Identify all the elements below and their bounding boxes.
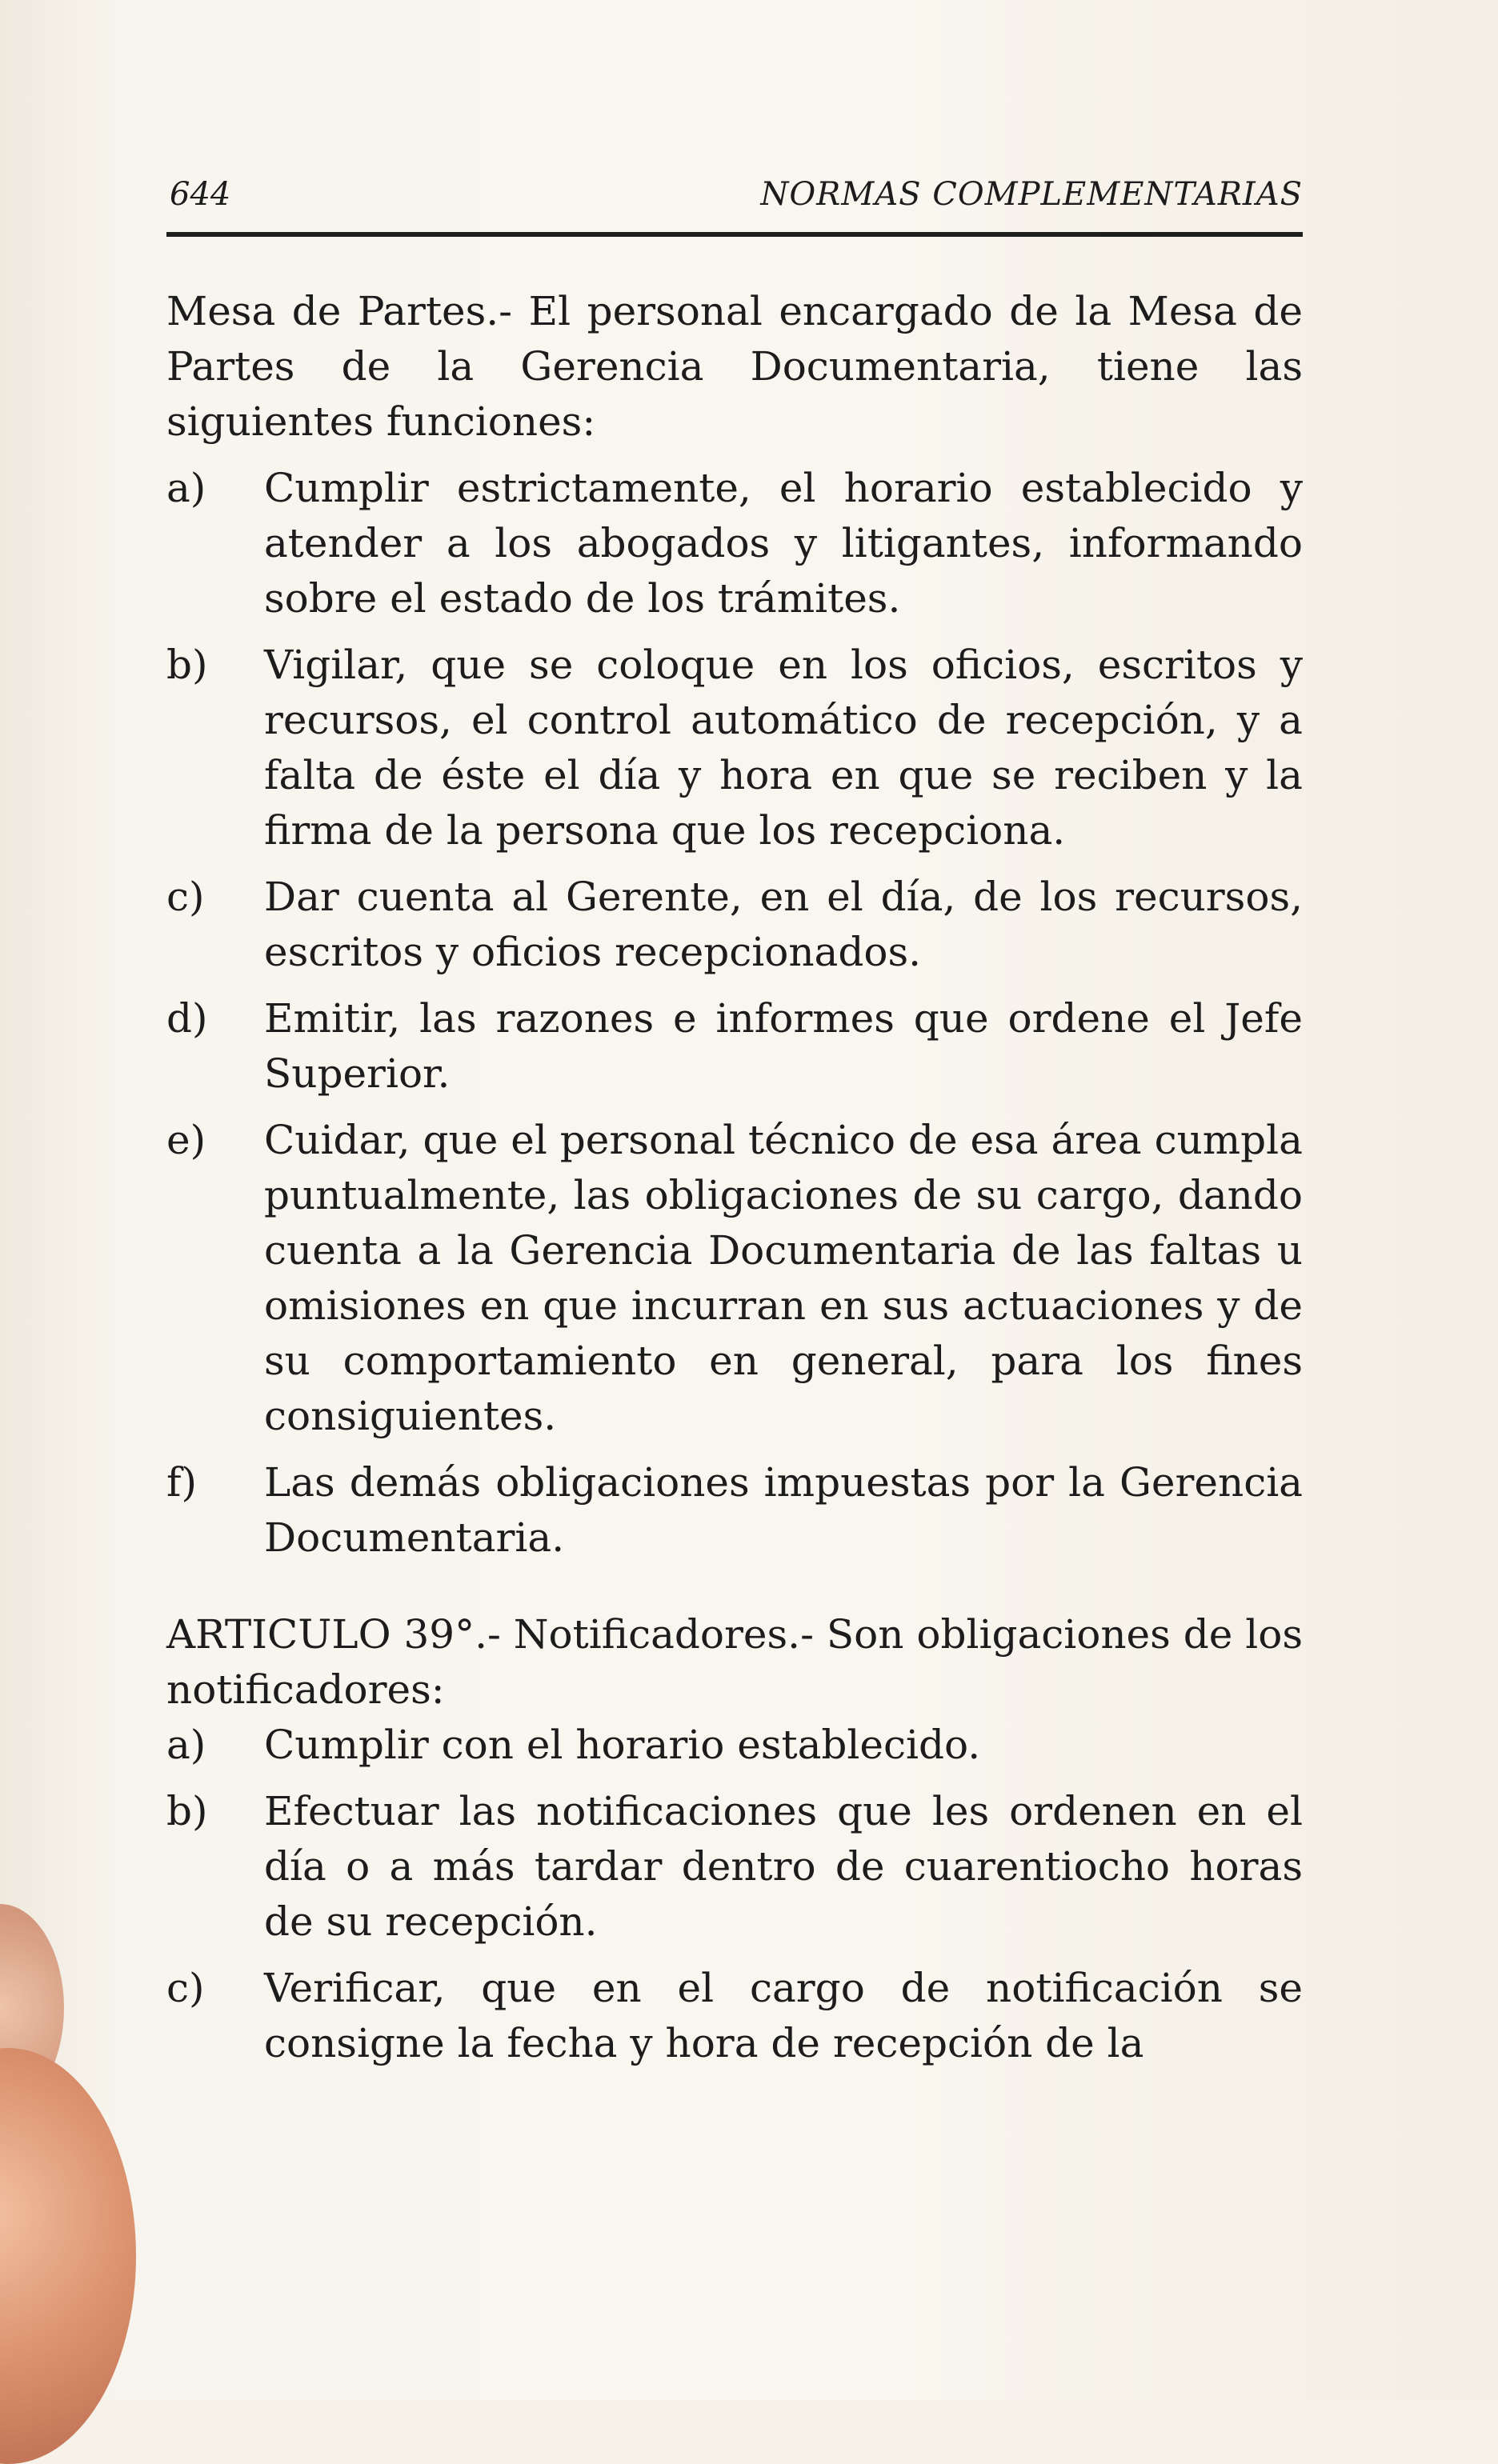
list-item — [166, 991, 1303, 1102]
list-label: b) — [166, 1788, 208, 1834]
list-text: Verificar, que en el cargo de notificación se consigne la fecha y hora de recepción de la — [264, 1965, 1303, 2066]
list-item — [166, 638, 1303, 858]
list-item — [166, 1961, 1303, 2071]
running-title: NORMAS COMPLEMENTARIAS — [760, 176, 1303, 213]
thumb-holding-page — [0, 2048, 136, 2464]
list-text: Dar cuenta al Gerente, en el día, de los recursos, escritos y oficios recepcionados. — [264, 874, 1303, 975]
list-item — [166, 1455, 1303, 1566]
list-item — [166, 1718, 1303, 1773]
list-text: Cumplir estrictamente, el horario establecido y atender a los abogados y litigantes, informando sobre el estado de los trámites. — [264, 465, 1303, 622]
list-item — [166, 461, 1303, 626]
list-label: f) — [166, 1459, 198, 1506]
list-label: e) — [166, 1117, 206, 1163]
page-header — [166, 168, 1303, 237]
list-text: Cumplir con el horario establecido. — [264, 1722, 981, 1768]
list-item — [166, 1113, 1303, 1444]
list-item — [166, 1784, 1303, 1950]
list-label: c) — [166, 874, 205, 920]
list-text: Efectuar las notificaciones que les ordenen en el día o a más tardar dentro de cuarentiocho horas de su recepción. — [264, 1788, 1303, 1945]
list-label: c) — [166, 1965, 205, 2011]
mesa-de-partes-intro: Mesa de Partes.- El personal encargado de la Mesa de Partes de la Gerencia Documentaria, tiene las siguientes funciones: — [166, 288, 1303, 445]
list-text: Vigilar, que se coloque en los oficios, escritos y recursos, el control automático de recepción, y a falta de éste el día y hora en que se reciben y la firma de la persona que los recepciona. — [264, 642, 1303, 854]
list-label: a) — [166, 465, 206, 511]
list-label: a) — [166, 1722, 206, 1768]
list-item — [166, 870, 1303, 980]
page-body — [166, 284, 1303, 2071]
list-text: Las demás obligaciones impuestas por la Gerencia Documentaria. — [264, 1459, 1303, 1561]
articulo-39-intro: ARTICULO 39°.- Notificadores.- Son obligaciones de los notificadores: — [166, 1611, 1303, 1713]
list-text: Emitir, las razones e informes que ordene el Jefe Superior. — [264, 995, 1303, 1097]
list-text: Cuidar, que el personal técnico de esa área cumpla puntualmente, las obligaciones de su cargo, dando cuenta a la Gerencia Documentaria de las faltas u omisiones en que incurran en sus actuaciones y de su comportamiento en general, para los fines consiguientes. — [264, 1117, 1303, 1439]
page-number: 644 — [170, 176, 231, 213]
list-label: d) — [166, 995, 208, 1042]
list-label: b) — [166, 642, 208, 688]
